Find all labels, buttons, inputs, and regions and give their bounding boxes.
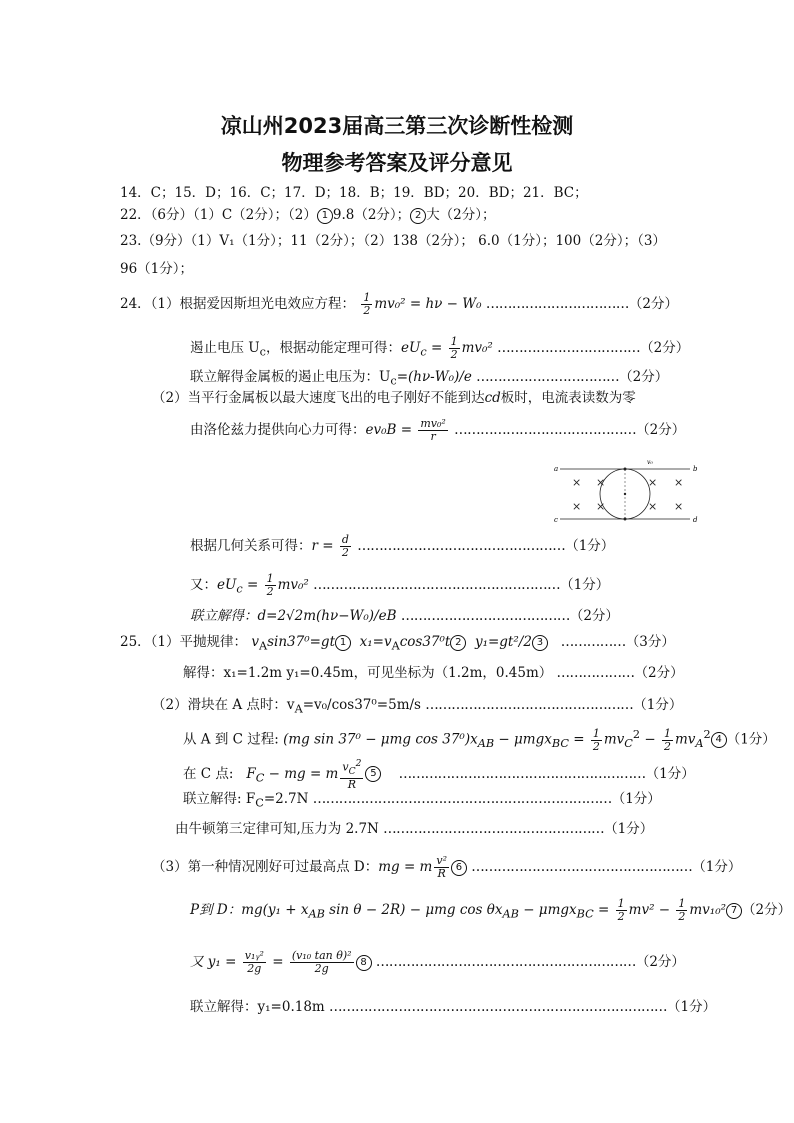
superscript: 2 [703, 728, 711, 741]
subscript: A [294, 702, 303, 716]
field-marks [572, 476, 683, 513]
field-mark: × [596, 476, 606, 489]
score: （2分） [636, 422, 686, 438]
text: 解得：x₁=1.2m y₁=0.45m，可见坐标为（1.2m，0.45m） [183, 665, 553, 681]
fraction: $\frac{1}{2}$ [450, 335, 458, 361]
label-d: d [693, 516, 698, 524]
equation: sin θ − 2R) − μmg cos θx [324, 902, 503, 918]
q25-line3 [152, 696, 682, 719]
equation: mv² − [628, 902, 675, 918]
label-c: c [554, 516, 558, 524]
equation: (mg sin 37⁰ − μmg cos 37⁰)x [283, 731, 478, 748]
equation: =(hν-W₀)/e [396, 369, 472, 385]
text: （2）滑块在 A 点时：v [152, 697, 295, 713]
leader-dots: …………………………………………… [383, 821, 605, 837]
q24-line8 [190, 607, 619, 625]
text: 联立解得金属板的遏止电压为：U [190, 369, 391, 385]
equation: 又 y₁ = [190, 954, 241, 970]
point [624, 493, 626, 495]
field-mark: × [596, 500, 606, 513]
score: （3分） [625, 634, 675, 650]
text: 从 A 到 C 过程: [183, 731, 279, 748]
equation: 联立解得：d=2√2m(hν−W₀)/eB [190, 608, 397, 624]
text: 联立解得：y₁=0.18m [190, 999, 325, 1015]
fraction: $\frac{1}{2}$ [617, 897, 625, 923]
equation: mg = m [378, 859, 433, 875]
subscript: C [624, 737, 633, 751]
circled-number-1: 1 [335, 635, 351, 651]
circled-number-1: 1 [317, 208, 333, 224]
score: （1分） [565, 538, 615, 554]
leader-dots: …………………………………………………………………… [329, 999, 668, 1015]
q24-line7 [190, 573, 609, 599]
text: P到 D： [190, 902, 242, 918]
q25-line4 [183, 726, 776, 753]
q22-text2: 9.8（2分）； [332, 207, 411, 223]
leader-dots: …………………………………………………………… [312, 791, 612, 807]
equation: r = [311, 538, 338, 554]
leader-dots: ………………………………………… [425, 697, 634, 713]
fraction: $\frac{1}{2}$ [663, 726, 671, 753]
q22-text3: 大（2分）； [426, 207, 496, 223]
score: （1分） [667, 999, 717, 1015]
q23-line1: 23.（9分）（1）V₁（1分）；11（2分）；（2）138（2分）； 6.0（1分）；100（2分）；（3） [120, 233, 666, 249]
q25-line11 [190, 998, 716, 1016]
equation: − μmgx [518, 902, 577, 918]
page-title: 凉山州2023届高三第三次诊断性检测 [220, 114, 574, 138]
leader-dots: …………… [560, 634, 626, 650]
score: （1分） [692, 859, 742, 875]
score: （1分） [560, 577, 610, 593]
leader-dots: …………………………………… [454, 422, 637, 438]
equation: mv [674, 731, 696, 748]
circled-number-3: 3 [532, 635, 548, 651]
field-mark: × [674, 500, 684, 513]
minus: − [640, 731, 660, 748]
equation: ev₀B = [365, 422, 417, 438]
q25-line7 [175, 820, 653, 838]
circled-number-4: 4 [711, 732, 727, 748]
equation: cos37⁰t [399, 634, 451, 650]
score: （2分） [634, 665, 684, 681]
q24-line1 [120, 292, 678, 317]
fraction: $\frac{v_C^2}{R}$ [342, 758, 362, 791]
text: 又： [190, 577, 217, 593]
fraction: $\frac{1}{2}$ [678, 897, 686, 923]
label-b: b [693, 465, 698, 473]
label-v0: v₀ [647, 459, 653, 466]
q24-line4 [152, 389, 636, 407]
text: 由牛顿第三定律可知,压力为 2.7N [175, 821, 379, 837]
superscript: 2 [632, 728, 641, 741]
leader-dots: ……………… [556, 665, 635, 681]
q25-line9 [190, 898, 791, 924]
subscript: AB [308, 907, 325, 921]
score: （1分） [604, 821, 654, 837]
field-mark: × [674, 476, 684, 489]
subscript: c [259, 345, 266, 359]
magnetic-field-diagram [552, 458, 702, 528]
subscript: A [391, 639, 400, 653]
text: ，根据动能定理可得： [265, 340, 401, 356]
fraction: $\frac{1}{2}$ [266, 572, 274, 598]
leader-dots: ………………………………………………… [313, 577, 561, 593]
equation: mv₀² = hν − W₀ [374, 296, 482, 312]
text: =v₀/cos37⁰=5m/s [302, 697, 421, 713]
subscript: BC [551, 737, 569, 751]
score: （1分） [645, 765, 695, 782]
fraction: $\frac{\text{(v₁₀ tan θ)²}}{2g}$ [291, 949, 352, 975]
subscript: BC [576, 907, 594, 921]
score: （2分） [619, 369, 669, 385]
equation: mv₁₀² [689, 902, 727, 918]
leader-dots: ………………………………………… [357, 538, 566, 554]
q24-line5 [190, 418, 685, 443]
score: （1分） [726, 731, 776, 748]
q23-line2: 96（1分）； [120, 261, 194, 277]
equation: x₁=v [359, 634, 392, 650]
score: （2分） [635, 954, 685, 970]
q24-line6 [190, 534, 614, 559]
text: 25．（1）平抛规律： [120, 634, 248, 650]
fraction: $\frac{d}{2}$ [341, 533, 349, 559]
subscript: AB [502, 907, 519, 921]
equation: mv₀² [277, 577, 309, 593]
subscript: c [390, 374, 397, 388]
q25-line6 [183, 790, 661, 813]
field-mark: × [572, 500, 582, 513]
leader-dots: …………………………… [485, 296, 629, 312]
score: （2分） [742, 902, 792, 918]
text: 板时，电流表读数为零 [500, 390, 636, 406]
text: 由洛伦兹力提供向心力可得： [190, 422, 366, 438]
subscript: c [236, 582, 243, 596]
fraction: $\frac{\text{mv₀²}}{r}$ [420, 417, 446, 443]
leader-dots: ………………………………… [400, 608, 570, 624]
fraction: $\frac{\text{v²}}{R}$ [436, 854, 447, 880]
circled-number-7: 7 [726, 903, 742, 919]
q25-line5 [183, 758, 695, 791]
q22-text1: 22．（6分）（1）C（2分）；（2） [120, 207, 317, 223]
text: 联立解得: F [183, 791, 256, 807]
score: （1分） [611, 791, 661, 807]
text: 遏止电压 U [190, 340, 260, 356]
score: （2分） [640, 340, 690, 356]
fraction: $\frac{\text{v₁ᵧ²}}{2g}$ [244, 949, 264, 975]
equals: = [242, 577, 263, 593]
equation: mg(y₁ + x [241, 902, 309, 918]
equation: F [246, 765, 256, 782]
score: （1分） [633, 697, 683, 713]
equation: − mg = m [264, 765, 339, 782]
score: （2分） [569, 608, 619, 624]
page-subtitle: 物理参考答案及评分意见 [281, 151, 513, 175]
circled-number-8: 8 [356, 955, 372, 971]
subscript: AB [477, 737, 495, 751]
q25-line2 [183, 664, 684, 682]
q25-line10 [190, 950, 685, 975]
q22-answer [120, 206, 496, 224]
fraction: $\frac{1}{2}$ [592, 726, 600, 753]
point [624, 518, 627, 521]
text: （3）第一种情况刚好可过最高点 D： [152, 859, 379, 875]
equation: mv₀² [461, 340, 493, 356]
q24-line2 [190, 336, 689, 362]
equals: = [426, 340, 447, 356]
label: cd [484, 390, 501, 406]
label-a: a [554, 465, 559, 473]
leader-dots: ………………………………………………… [398, 765, 646, 782]
choice-answers: 14．C；15．D；16．C；17．D；18．B；19．BD；20．BD；21．BC； [120, 185, 588, 201]
subscript: A [695, 737, 704, 751]
equation: mv [603, 731, 625, 748]
circled-number-5: 5 [365, 766, 381, 782]
equals: = [267, 954, 288, 970]
q25-line8 [152, 855, 741, 880]
score: （2分） [628, 296, 678, 312]
circled-number-6: 6 [451, 860, 467, 876]
leader-dots: …………………………… [476, 369, 620, 385]
leader-dots: …………………………………………………… [375, 954, 636, 970]
circled-number-2: 2 [410, 208, 426, 224]
q24-l1-label: 24．（1）根据爱因斯坦光电效应方程： [120, 296, 356, 312]
field-mark: × [648, 500, 658, 513]
equation: eU [400, 340, 421, 356]
subscript: A [258, 639, 268, 653]
subscript: c [420, 345, 427, 359]
equals: = [568, 731, 589, 748]
text: （2）当平行金属板以最大速度飞出的电子刚好不能到达 [152, 390, 485, 406]
equation: − μmgx [494, 731, 552, 748]
leader-dots: …………………………… [497, 340, 641, 356]
subscript: C [255, 796, 264, 810]
equation: y₁=gt²/2 [474, 634, 532, 650]
subscript: C [255, 771, 265, 785]
leader-dots: …………………………………………… [471, 859, 693, 875]
equation: v [251, 634, 259, 650]
q24-line3 [190, 368, 668, 391]
fraction: $\frac{1}{2}$ [363, 291, 371, 317]
field-mark: × [648, 476, 658, 489]
equation: sin37⁰=gt [267, 634, 336, 650]
point [624, 468, 627, 471]
field-mark: × [572, 476, 582, 489]
q25-line1 [120, 633, 675, 656]
circled-number-2: 2 [450, 635, 466, 651]
equals: = [593, 902, 614, 918]
text: 根据几何关系可得： [190, 538, 312, 554]
text: 在 C 点: [183, 765, 234, 782]
equation: eU [217, 577, 237, 593]
text: =2.7N [263, 791, 309, 807]
